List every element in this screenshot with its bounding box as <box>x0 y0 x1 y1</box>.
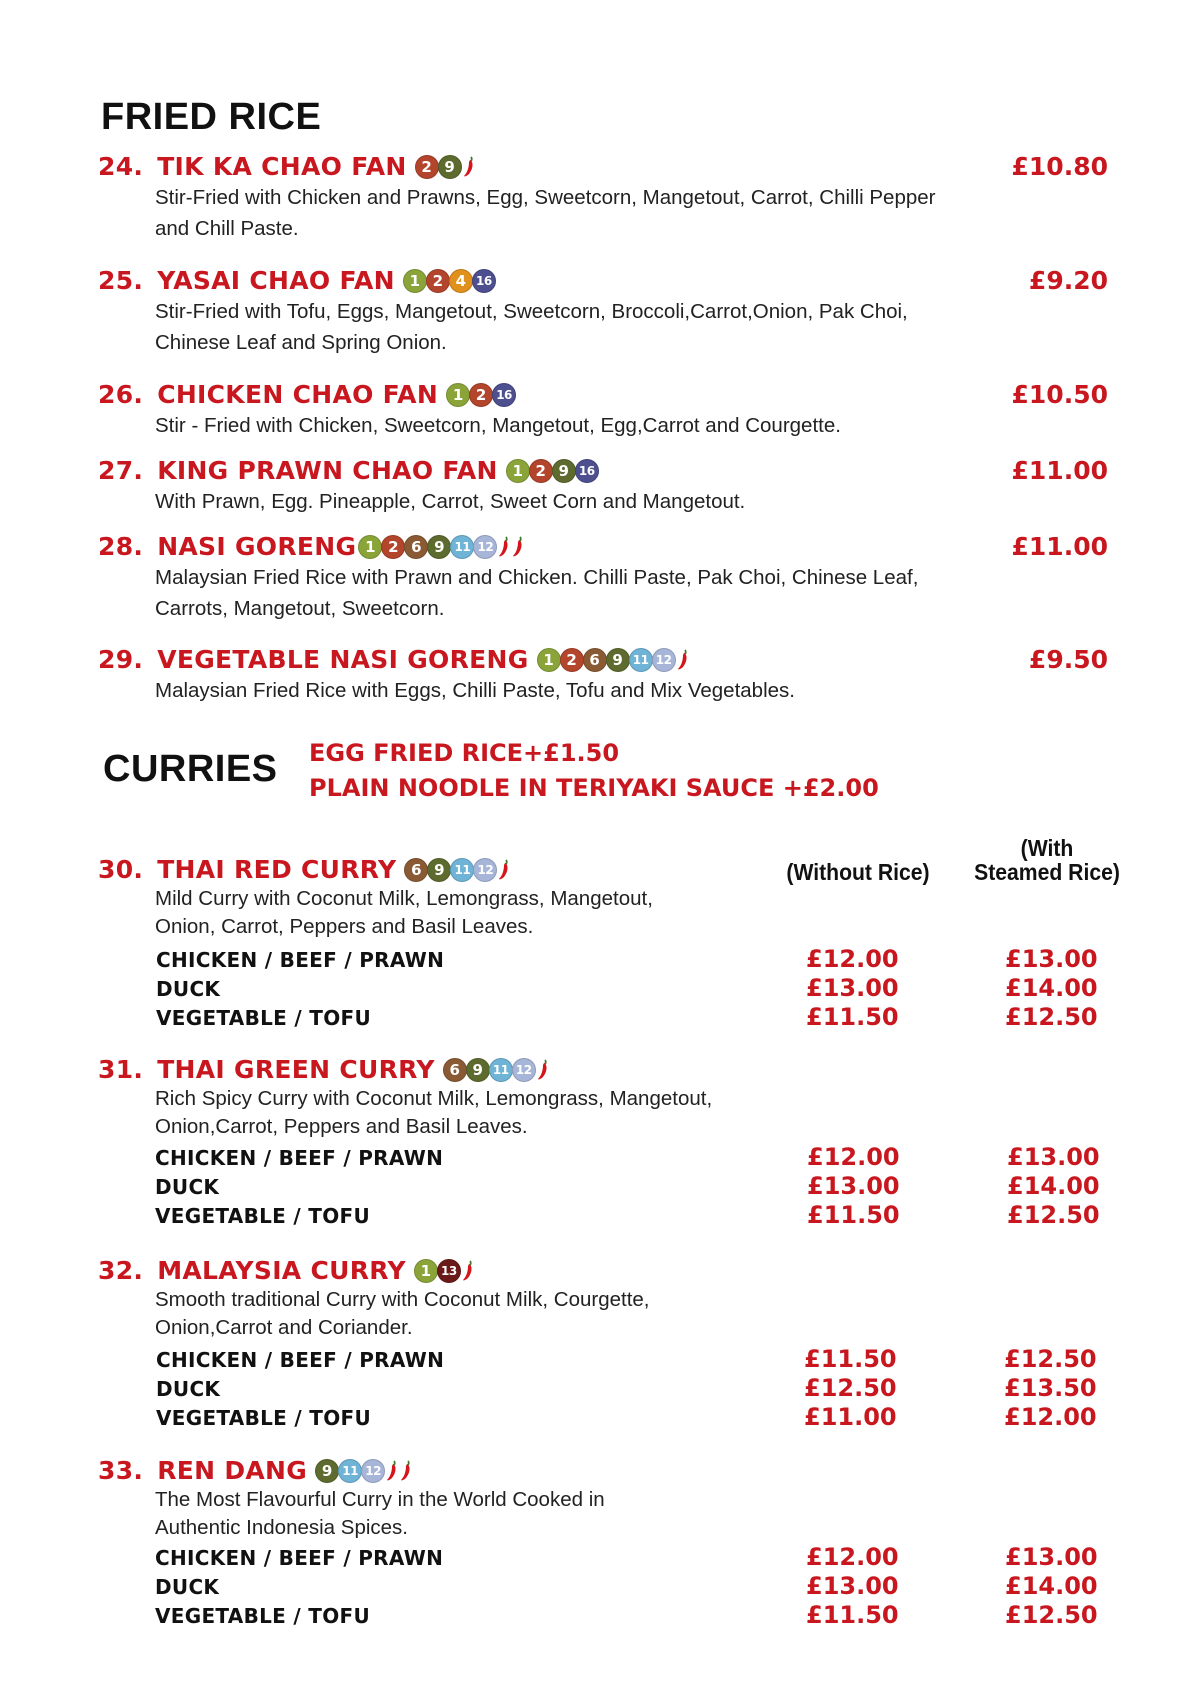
price-with-rice: £12.50 <box>1004 1345 1097 1373</box>
dish-title-26 <box>98 380 515 409</box>
dish-number: 33. <box>98 1456 144 1485</box>
chilli-icon <box>537 1059 549 1081</box>
price-with-rice: £14.00 <box>1007 1172 1100 1200</box>
allergen-badge-11: 11 <box>450 535 474 559</box>
option-label: VEGETABLE / TOFU <box>156 1006 372 1030</box>
allergen-badges <box>415 155 475 179</box>
option-label: VEGETABLE / TOFU <box>155 1604 371 1628</box>
dish-title-24 <box>98 152 475 181</box>
dish-price: £10.80 <box>1011 152 1108 181</box>
allergen-badge-9: 9 <box>606 648 630 672</box>
option-label: CHICKEN / BEEF / PRAWN <box>156 1348 445 1372</box>
chilli-icon <box>677 649 689 671</box>
allergen-badge-13: 13 <box>437 1259 461 1283</box>
allergen-badge-12: 12 <box>652 648 676 672</box>
dish-number: 29. <box>98 645 144 674</box>
description-line: Onion, Carrot, Peppers and Basil Leaves. <box>155 915 534 938</box>
allergen-badge-2: 2 <box>415 155 439 179</box>
price-without-rice: £12.00 <box>806 945 899 973</box>
price-without-rice: £11.00 <box>804 1403 897 1431</box>
dish-name: YASAI CHAO FAN <box>157 266 395 295</box>
description-line: Carrots, Mangetout, Sweetcorn. <box>155 597 445 620</box>
dish-description <box>155 1085 712 1141</box>
dish-name: VEGETABLE NASI GORENG <box>157 645 529 674</box>
description-line: and Chill Paste. <box>155 217 299 240</box>
option-label: CHICKEN / BEEF / PRAWN <box>155 1546 444 1570</box>
description-line: Malaysian Fried Rice with Eggs, Chilli Paste, Tofu and Mix Vegetables. <box>155 679 795 702</box>
column-with-steamed-rice <box>960 836 1135 884</box>
allergen-badge-11: 11 <box>338 1459 362 1483</box>
dish-description <box>155 562 918 624</box>
price-with-rice: £13.00 <box>1007 1143 1100 1171</box>
allergen-badge-9: 9 <box>315 1459 339 1483</box>
allergen-badge-6: 6 <box>404 535 428 559</box>
dish-name: THAI GREEN CURRY <box>157 1055 435 1084</box>
price-with-rice: £13.00 <box>1005 945 1098 973</box>
allergen-badge-1: 1 <box>358 535 382 559</box>
price-with-rice: £12.50 <box>1005 1601 1098 1629</box>
price-without-rice: £13.00 <box>807 1172 900 1200</box>
description-line: The Most Flavourful Curry in the World Cooked in <box>155 1488 605 1511</box>
dish-description <box>155 410 841 441</box>
allergen-badge-11: 11 <box>489 1058 513 1082</box>
allergen-badge-9: 9 <box>466 1058 490 1082</box>
allergen-badge-16: 16 <box>575 459 599 483</box>
description-line: Malaysian Fried Rice with Prawn and Chicken. Chilli Paste, Pak Choi, Chinese Leaf, <box>155 566 919 589</box>
allergen-badge-1: 1 <box>446 383 470 407</box>
allergen-badge-9: 9 <box>438 155 462 179</box>
allergen-badge-12: 12 <box>473 858 497 882</box>
option-label: DUCK <box>155 1175 220 1199</box>
price-without-rice: £11.50 <box>807 1201 900 1229</box>
allergen-badge-9: 9 <box>552 459 576 483</box>
allergen-badges <box>404 858 510 882</box>
description-line: Rich Spicy Curry with Coconut Milk, Lemongrass, Mangetout, <box>155 1087 713 1110</box>
description-line: Mild Curry with Coconut Milk, Lemongrass, Mangetout, <box>155 887 653 910</box>
curry-extras <box>309 736 879 806</box>
chilli-icon <box>498 859 510 881</box>
column-head-line: (With <box>1020 835 1074 861</box>
allergen-badges <box>358 535 524 559</box>
chilli-icon <box>462 1260 474 1282</box>
description-line: Stir-Fried with Tofu, Eggs, Mangetout, Sweetcorn, Broccoli,Carrot,Onion, Pak Choi, <box>155 300 908 323</box>
price-with-rice: £14.00 <box>1005 1572 1098 1600</box>
allergen-badges <box>403 269 495 293</box>
dish-number: 25. <box>98 266 144 295</box>
dish-name: NASI GORENG <box>157 532 357 561</box>
allergen-badges <box>537 648 689 672</box>
allergen-badge-12: 12 <box>512 1058 536 1082</box>
allergen-badge-2: 2 <box>381 535 405 559</box>
dish-title-25 <box>98 266 495 295</box>
allergen-badge-2: 2 <box>426 269 450 293</box>
allergen-badge-12: 12 <box>473 535 497 559</box>
column-without-rice: (Without Rice) <box>786 859 930 885</box>
extra-egg-fried-rice: EGG FRIED RICE+£1.50 <box>309 739 620 767</box>
allergen-badges <box>443 1058 549 1082</box>
dish-description <box>155 885 653 941</box>
dish-number: 30. <box>98 855 144 884</box>
allergen-badge-12: 12 <box>361 1459 385 1483</box>
option-label: DUCK <box>156 977 221 1001</box>
allergen-badges <box>506 459 598 483</box>
dish-title-31 <box>98 1055 549 1084</box>
chilli-icon <box>463 156 475 178</box>
dish-number: 26. <box>98 380 144 409</box>
description-line: Smooth traditional Curry with Coconut Milk, Courgette, <box>155 1288 650 1311</box>
price-with-rice: £13.00 <box>1005 1543 1098 1571</box>
allergen-badge-16: 16 <box>492 383 516 407</box>
dish-title-27 <box>98 456 598 485</box>
allergen-badge-1: 1 <box>537 648 561 672</box>
chilli-icon <box>512 536 524 558</box>
dish-price: £10.50 <box>1011 380 1108 409</box>
allergen-badge-1: 1 <box>506 459 530 483</box>
dish-name: THAI RED CURRY <box>157 855 397 884</box>
dish-number: 28. <box>98 532 144 561</box>
chilli-icon <box>386 1460 398 1482</box>
dish-description <box>155 296 908 358</box>
description-line: Onion,Carrot, Peppers and Basil Leaves. <box>155 1115 528 1138</box>
dish-title-29 <box>98 645 689 674</box>
allergen-badge-2: 2 <box>469 383 493 407</box>
extra-plain-noodle: PLAIN NOODLE IN TERIYAKI SAUCE +£2.00 <box>309 774 879 802</box>
option-label: CHICKEN / BEEF / PRAWN <box>156 948 445 972</box>
allergen-badge-9: 9 <box>427 535 451 559</box>
allergen-badges <box>315 1459 412 1483</box>
option-label: CHICKEN / BEEF / PRAWN <box>155 1146 444 1170</box>
option-label: VEGETABLE / TOFU <box>156 1406 372 1430</box>
price-with-rice: £13.50 <box>1004 1374 1097 1402</box>
dish-title-32 <box>98 1256 474 1285</box>
dish-title-30 <box>98 855 510 884</box>
dish-price: £9.50 <box>1028 645 1108 674</box>
price-with-rice: £12.00 <box>1004 1403 1097 1431</box>
allergen-badge-2: 2 <box>529 459 553 483</box>
allergen-badge-11: 11 <box>629 648 653 672</box>
allergen-badge-2: 2 <box>560 648 584 672</box>
price-without-rice: £13.00 <box>806 1572 899 1600</box>
allergen-badge-1: 1 <box>414 1259 438 1283</box>
description-line: Stir-Fried with Chicken and Prawns, Egg, Sweetcorn, Mangetout, Carrot, Chilli Pepper <box>155 186 936 209</box>
price-without-rice: £12.50 <box>804 1374 897 1402</box>
price-without-rice: £12.00 <box>806 1543 899 1571</box>
allergen-badge-9: 9 <box>427 858 451 882</box>
price-with-rice: £14.00 <box>1005 974 1098 1002</box>
price-without-rice: £13.00 <box>806 974 899 1002</box>
price-with-rice: £12.50 <box>1007 1201 1100 1229</box>
price-without-rice: £12.00 <box>807 1143 900 1171</box>
option-label: DUCK <box>156 1377 221 1401</box>
dish-name: REN DANG <box>157 1456 308 1485</box>
dish-description <box>155 1486 605 1542</box>
column-head-line: Steamed Rice) <box>974 859 1120 885</box>
dish-name: MALAYSIA CURRY <box>157 1256 406 1285</box>
description-line: Chinese Leaf and Spring Onion. <box>155 331 447 354</box>
option-label: DUCK <box>155 1575 220 1599</box>
dish-number: 27. <box>98 456 144 485</box>
fried-rice-heading: FRIED RICE <box>101 96 322 138</box>
dish-price: £9.20 <box>1028 266 1108 295</box>
allergen-badges <box>446 383 515 407</box>
allergen-badge-4: 4 <box>449 269 473 293</box>
dish-number: 32. <box>98 1256 144 1285</box>
description-line: Onion,Carrot and Coriander. <box>155 1316 413 1339</box>
dish-name: TIK KA CHAO FAN <box>157 152 407 181</box>
dish-name: KING PRAWN CHAO FAN <box>157 456 498 485</box>
dish-description <box>155 675 795 706</box>
description-line: Authentic Indonesia Spices. <box>155 1516 408 1539</box>
chilli-icon <box>498 536 510 558</box>
allergen-badge-16: 16 <box>472 269 496 293</box>
dish-number: 31. <box>98 1055 144 1084</box>
curries-heading: CURRIES <box>103 748 278 790</box>
dish-name: CHICKEN CHAO FAN <box>157 380 439 409</box>
option-label: VEGETABLE / TOFU <box>155 1204 371 1228</box>
chilli-icon <box>400 1460 412 1482</box>
dish-description <box>155 182 935 244</box>
allergen-badge-1: 1 <box>403 269 427 293</box>
description-line: With Prawn, Egg. Pineapple, Carrot, Sweet Corn and Mangetout. <box>155 490 746 513</box>
price-without-rice: £11.50 <box>806 1601 899 1629</box>
dish-description <box>155 1286 649 1342</box>
dish-title-33 <box>98 1456 412 1485</box>
allergen-badge-6: 6 <box>404 858 428 882</box>
dish-title-28 <box>98 532 524 561</box>
allergen-badge-6: 6 <box>583 648 607 672</box>
dish-description <box>155 486 745 517</box>
description-line: Stir - Fried with Chicken, Sweetcorn, Mangetout, Egg,Carrot and Courgette. <box>155 414 841 437</box>
price-without-rice: £11.50 <box>806 1003 899 1031</box>
dish-price: £11.00 <box>1011 532 1108 561</box>
allergen-badge-11: 11 <box>450 858 474 882</box>
dish-number: 24. <box>98 152 144 181</box>
dish-price: £11.00 <box>1011 456 1108 485</box>
price-without-rice: £11.50 <box>804 1345 897 1373</box>
allergen-badges <box>414 1259 474 1283</box>
allergen-badge-6: 6 <box>443 1058 467 1082</box>
price-with-rice: £12.50 <box>1005 1003 1098 1031</box>
